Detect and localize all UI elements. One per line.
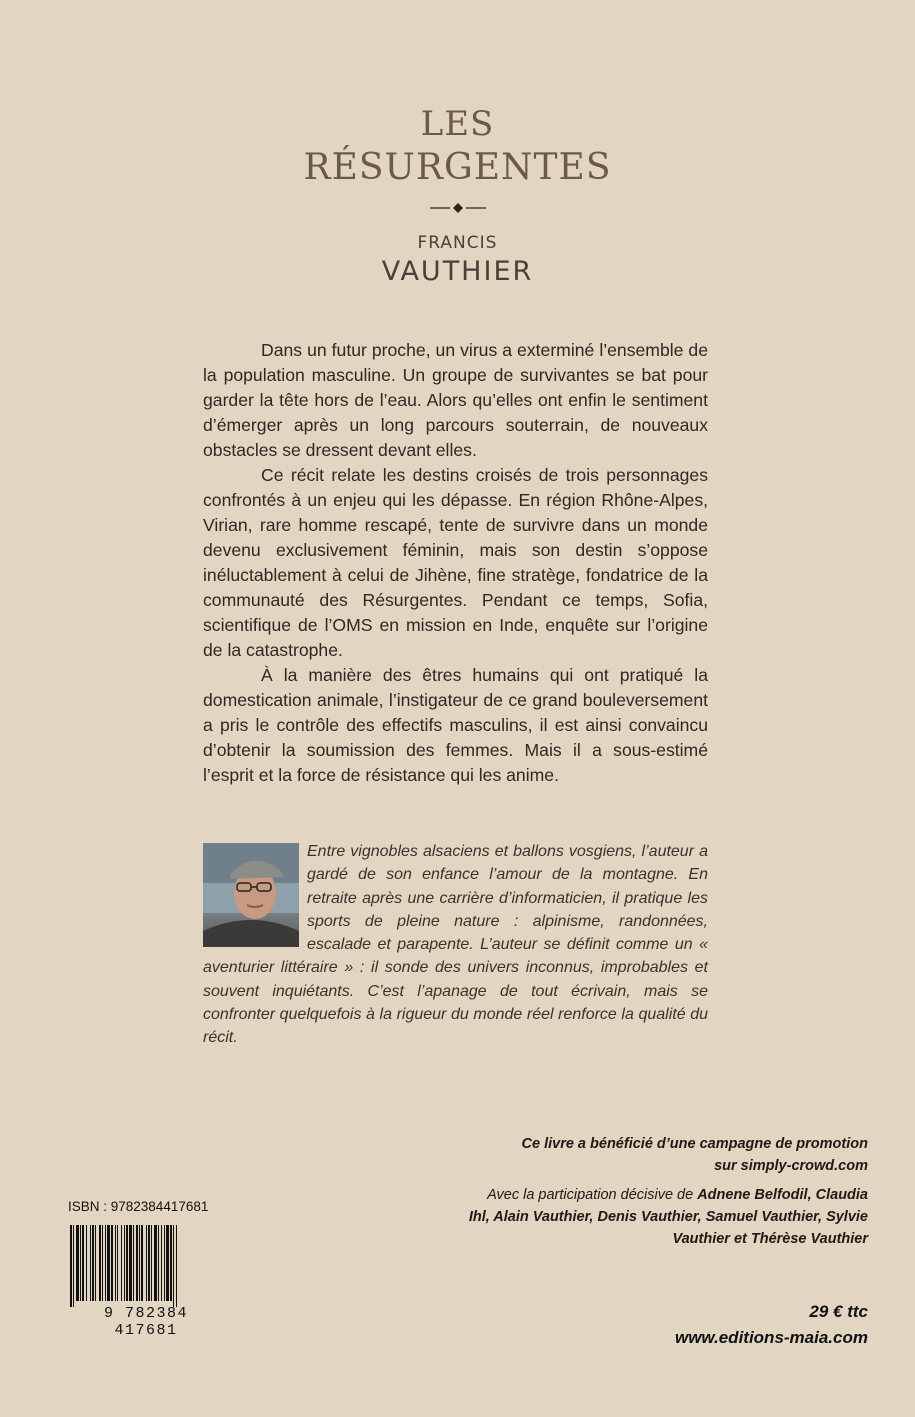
promotion-line-2: sur simply-crowd.com (714, 1158, 868, 1174)
isbn-label: ISBN : 9782384417681 (68, 1199, 209, 1214)
title-line-2: RÉSURGENTES (303, 147, 612, 188)
author-bio (203, 840, 708, 1050)
synopsis-paragraph: Ce récit relate les destins croisés de trois personnages confrontés à un enjeu qui les dépasse. En région Rhône-Alpes, Virian, rare homme rescapé, tente de survivre dans un monde devenu exclusivement féminin, mais son destin s’oppose inéluctablement à celui de Jihène, fine stratège, fondatrice de la communauté des Résurgentes. Pendant ce temps, Sofia, scientifique de l’OMS en mission en Inde, enquête sur l’origine de la catastrophe. (203, 465, 708, 660)
synopsis-paragraph: À la manière des êtres humains qui ont pratiqué la domestication animale, l’instigateur de ce grand bouleversement a pris le contrôle des effectifs masculins, il est ainsi convaincu d’obtenir la soumission des femmes. Mais il a sous-estimé l’esprit et la force de résistance qui les anime. (203, 665, 708, 785)
promotion-line-1: Ce livre a bénéficié d’une campagne de promotion (521, 1136, 868, 1152)
author-bio-text: Entre vignobles alsaciens et ballons vosgiens, l’auteur a gardé de son enfance l’amour de la montagne. En retraite après une carrière d’informaticien, il pratique les sports de pleine nature : alpinisme, randonnées, escalade et parapente. L’auteur se définit comme un « aventurier littéraire » : il sonde des univers inconnus, improbables et souvent inquiétants. C’est l’apanage de tout écrivain, mais se confronter quelquefois à la rigueur du monde réel renforce la qualité du récit. (203, 843, 708, 1047)
participation-names: Adnene Belfodil, Claudia Ihl, Alain Vauthier, Denis Vauthier, Samuel Vauthier, Sylvie Vauthier et Thérèse Vauthier (468, 1187, 868, 1247)
publisher-website: www.editions-maia.com (674, 1328, 868, 1347)
price: 29 € ttc (809, 1302, 868, 1321)
synopsis-paragraph: Dans un futur proche, un virus a exterminé l’ensemble de la population masculine. Un groupe de survivantes se bat pour garder la tête hors de l’eau. Alors qu’elles ont enfin le sentiment d’émerger après un long parcours souterrain, de nouveaux obstacles se dressent devant elles. (203, 340, 708, 460)
barcode (70, 1225, 222, 1339)
participation-note (468, 1184, 868, 1250)
barcode-icon (70, 1225, 222, 1307)
barcode-digits: 9 782384 417681 (103, 1305, 188, 1339)
synopsis (203, 338, 708, 788)
title-line-1: LES (420, 104, 495, 144)
diamond-ornament-icon (428, 200, 488, 216)
author-first-name: FRANCIS (417, 233, 498, 253)
author-last-name: VAUTHIER (381, 256, 534, 287)
participation-intro: Avec la participation décisive de (487, 1187, 698, 1203)
promotion-note (468, 1133, 868, 1177)
